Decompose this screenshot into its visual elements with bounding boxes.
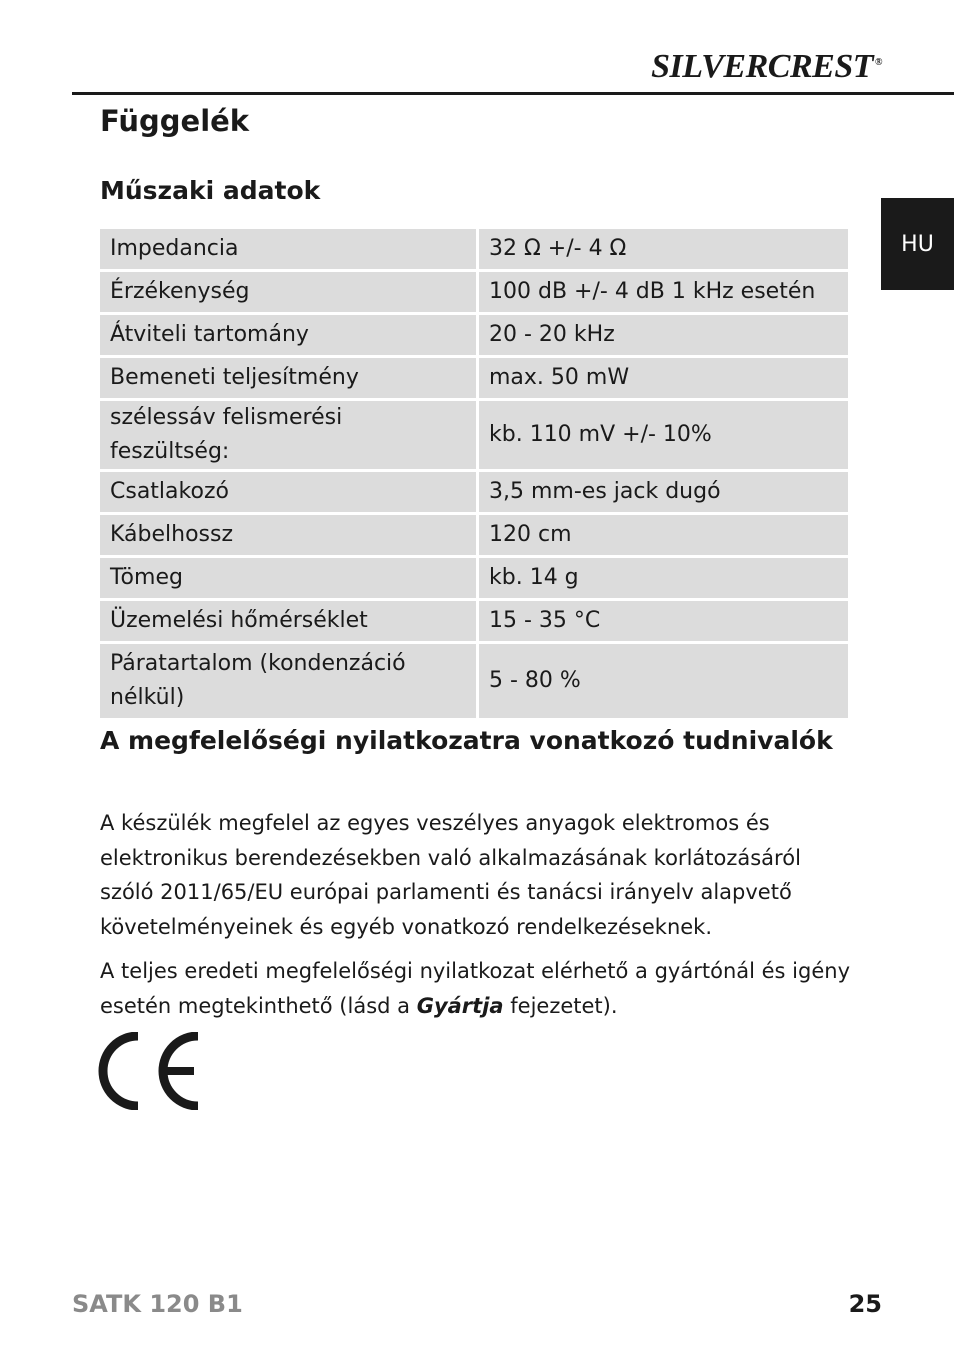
language-tab [881, 198, 954, 290]
spec-label: Érzékenység [100, 272, 476, 312]
table-row [100, 515, 848, 555]
spec-value: max. 50 mW [479, 358, 848, 398]
declaration-paragraph: A készülék megfelel az egyes veszélyes anyagok elektromos és elektronikus berendezésekben való alkalmazásának korlátozásáról szóló 2011/65/EU európai parlamenti és tanácsi irányelv alapvető követelményeinek és egyéb vonatkozó rendelkezéseknek. [100, 811, 801, 939]
spec-label: Tömeg [100, 558, 476, 598]
specs-heading: Műszaki adatok [100, 176, 321, 205]
spec-value: 100 dB +/- 4 dB 1 kHz esetén [479, 272, 848, 312]
paragraph-text: fejezetet). [503, 993, 618, 1018]
spec-value: 5 - 80 % [479, 644, 848, 718]
specs-table [97, 226, 851, 721]
spec-label: Átviteli tartomány [100, 315, 476, 355]
spec-value: 20 - 20 kHz [479, 315, 848, 355]
manufacturer-chapter-reference: Gyártja [416, 993, 504, 1018]
spec-value: 3,5 mm-es jack dugó [479, 472, 848, 512]
registered-mark: ® [875, 56, 882, 68]
table-row [100, 358, 848, 398]
table-row [100, 601, 848, 641]
header-rule [72, 92, 954, 95]
table-row [100, 558, 848, 598]
spec-label: Bemeneti teljesítmény [100, 358, 476, 398]
table-row [100, 472, 848, 512]
spec-label: Üzemelési hőmérséklet [100, 601, 476, 641]
paragraph-text: A teljes eredeti megfelelőségi nyilatkozat elérhető a gyártónál és igény esetén megtekinthető (lásd a [100, 959, 850, 1018]
spec-label: Impedancia [100, 229, 476, 269]
footer-model: SATK 120 B1 [72, 1290, 243, 1318]
page-number: 25 [848, 1290, 882, 1318]
brand-logo [651, 48, 882, 86]
table-row [100, 644, 848, 718]
spec-value: kb. 110 mV +/- 10% [479, 401, 848, 469]
spec-value: kb. 14 g [479, 558, 848, 598]
ce-mark-icon [98, 1032, 204, 1110]
table-row [100, 272, 848, 312]
table-row [100, 401, 848, 469]
spec-label: Kábelhossz [100, 515, 476, 555]
brand-name: SILVERCREST [651, 48, 874, 85]
spec-label: Csatlakozó [100, 472, 476, 512]
spec-label: szélessáv felismerési feszültség: [100, 401, 476, 469]
table-row [100, 229, 848, 269]
spec-value: 15 - 35 °C [479, 601, 848, 641]
table-row [100, 315, 848, 355]
spec-label: Páratartalom (kondenzáció nélkül) [100, 644, 476, 718]
declaration-availability-paragraph [100, 954, 860, 1023]
language-tab-label: HU [901, 231, 934, 257]
spec-value: 120 cm [479, 515, 848, 555]
spec-value: 32 Ω +/- 4 Ω [479, 229, 848, 269]
declaration-heading: A megfelelőségi nyilatkozatra vonatkozó tudnivalók [100, 726, 833, 755]
page-title: Függelék [100, 104, 250, 138]
